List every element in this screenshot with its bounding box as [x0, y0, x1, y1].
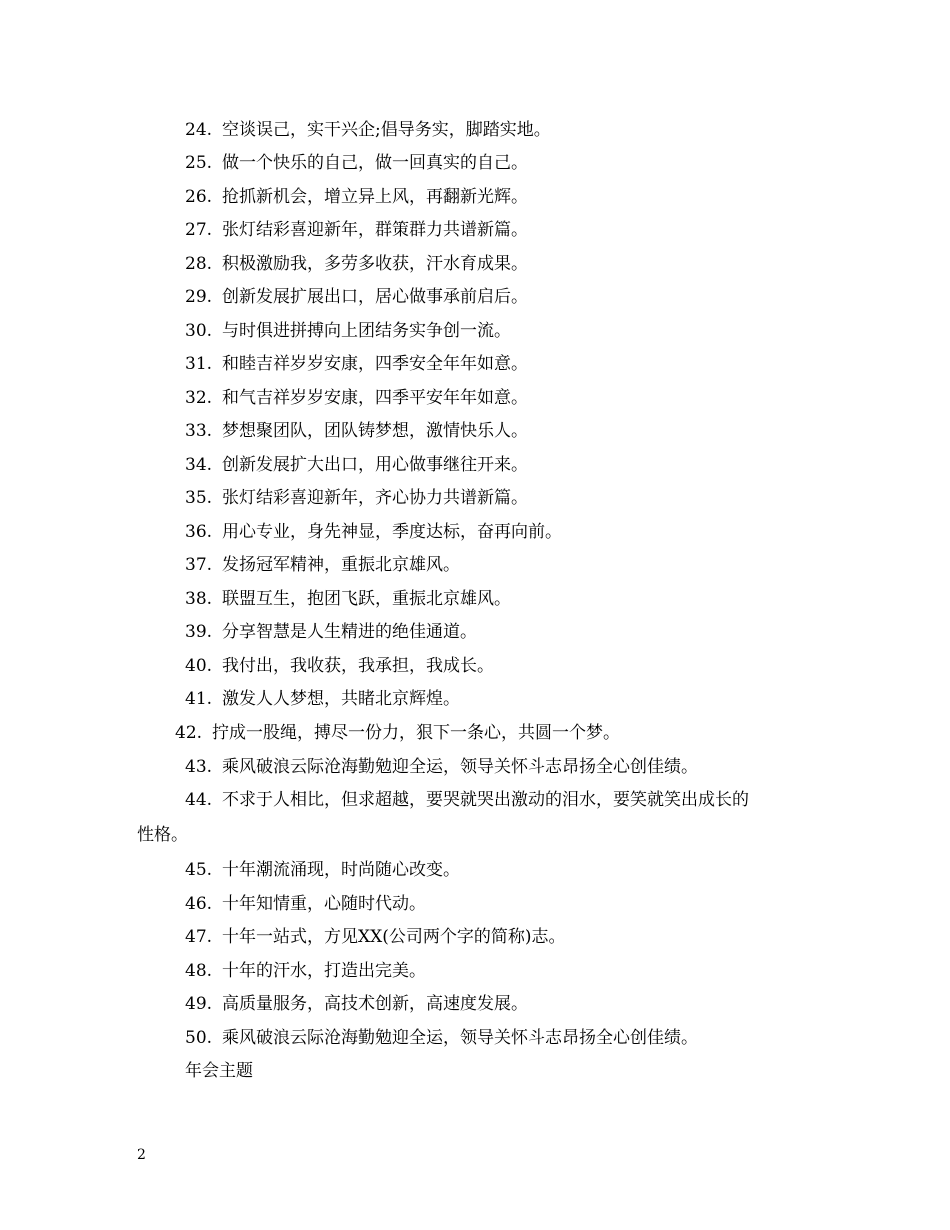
item-text: 乘风破浪云际沧海勤勉迎全运，领导关怀斗志昂扬全心创佳绩。	[222, 1028, 699, 1048]
list-item	[185, 119, 551, 141]
item-number: 48.	[185, 961, 213, 981]
item-number: 49.	[185, 994, 213, 1014]
item-text: 十年的汗水，打造出完美。	[222, 961, 427, 981]
item-number: 35.	[185, 488, 213, 508]
item-text: 我付出，我收获，我承担，我成长。	[222, 656, 495, 676]
list-item	[185, 756, 698, 778]
list-item	[185, 521, 562, 543]
list-item	[185, 454, 528, 476]
item-number: 32.	[185, 388, 213, 408]
item-text: 创新发展扩大出口，用心做事继往开来。	[222, 455, 529, 475]
list-item	[185, 420, 528, 442]
list-item	[185, 353, 528, 375]
list-item	[185, 993, 528, 1015]
item-text: 用心专业，身先神显，季度达标，奋再向前。	[222, 522, 563, 542]
item-number: 33.	[185, 421, 213, 441]
item-number: 39.	[185, 622, 213, 642]
list-item	[185, 1027, 698, 1049]
item-number: 47.	[185, 927, 213, 947]
list-item	[185, 960, 426, 982]
item-number: 24.	[185, 120, 213, 140]
list-item	[185, 186, 528, 208]
list-item	[175, 722, 620, 744]
item-number: 50.	[185, 1028, 213, 1048]
item-number: 26.	[185, 187, 213, 207]
list-item	[185, 926, 566, 948]
item-text: 高质量服务，高技术创新，高速度发展。	[222, 994, 529, 1014]
item-text: 积极激励我，多劳多收获，汗水育成果。	[222, 254, 529, 274]
item-text: 梦想聚团队，团队铸梦想，激情快乐人。	[222, 421, 529, 441]
list-item	[185, 387, 528, 409]
item-number: 30.	[185, 321, 213, 341]
list-item-continuation: 性格。	[137, 825, 188, 845]
list-item	[185, 487, 528, 509]
item-number: 25.	[185, 153, 213, 173]
item-text: 空谈误己，实干兴企;倡导务实，脚踏实地。	[222, 120, 551, 140]
list-item	[185, 152, 528, 174]
item-text: 张灯结彩喜迎新年，齐心协力共谱新篇。	[222, 488, 529, 508]
item-text: 分享智慧是人生精进的绝佳通道。	[222, 622, 478, 642]
item-number: 36.	[185, 522, 213, 542]
list-item	[185, 320, 511, 342]
closing-line: 年会主题	[185, 1061, 253, 1081]
list-item	[185, 253, 528, 275]
item-number: 27.	[185, 220, 213, 240]
item-number: 46.	[185, 894, 213, 914]
item-text: 做一个快乐的自己，做一回真实的自己。	[222, 153, 529, 173]
item-text: 发扬冠军精神，重振北京雄风。	[222, 555, 461, 575]
item-number: 34.	[185, 455, 213, 475]
list-item	[185, 688, 460, 710]
item-text: 联盟互生，抱团飞跃，重振北京雄风。	[222, 589, 512, 609]
list-item	[185, 219, 528, 241]
list-item	[185, 554, 460, 576]
item-text: 激发人人梦想，共睹北京辉煌。	[222, 689, 461, 709]
item-number: 41.	[185, 689, 213, 709]
item-number: 37.	[185, 555, 213, 575]
list-item	[185, 286, 528, 308]
item-number: 43.	[185, 757, 213, 777]
list-item	[185, 621, 477, 643]
list-item	[185, 789, 749, 811]
item-text: 和气吉祥岁岁安康，四季平安年年如意。	[222, 388, 529, 408]
item-number: 42.	[175, 723, 203, 743]
item-number: 31.	[185, 354, 213, 374]
item-text: 十年潮流涌现，时尚随心改变。	[222, 860, 461, 880]
item-text: 张灯结彩喜迎新年，群策群力共谱新篇。	[222, 220, 529, 240]
item-text: 与时俱进拼搏向上团结务实争创一流。	[222, 321, 512, 341]
item-text: 不求于人相比，但求超越，要哭就哭出激动的泪水，要笑就笑出成长的	[222, 790, 750, 810]
item-number: 38.	[185, 589, 213, 609]
item-text: 十年知情重，心随时代动。	[222, 894, 427, 914]
page-number: 2	[137, 1147, 146, 1163]
item-text: 十年一站式，方见XX(公司两个字的简称)志。	[222, 927, 566, 947]
item-number: 28.	[185, 254, 213, 274]
list-item	[185, 588, 511, 610]
item-number: 44.	[185, 790, 213, 810]
item-text: 和睦吉祥岁岁安康，四季安全年年如意。	[222, 354, 529, 374]
item-text: 创新发展扩展出口，居心做事承前启后。	[222, 287, 529, 307]
item-number: 45.	[185, 860, 213, 880]
item-text: 乘风破浪云际沧海勤勉迎全运，领导关怀斗志昂扬全心创佳绩。	[222, 757, 699, 777]
item-text: 抢抓新机会，增立异上风，再翻新光辉。	[222, 187, 529, 207]
list-item	[185, 655, 494, 677]
item-number: 29.	[185, 287, 213, 307]
item-number: 40.	[185, 656, 213, 676]
list-item	[185, 893, 426, 915]
list-item	[185, 859, 460, 881]
item-text: 拧成一股绳，搏尽一份力，狠下一条心，共圆一个梦。	[212, 723, 621, 743]
